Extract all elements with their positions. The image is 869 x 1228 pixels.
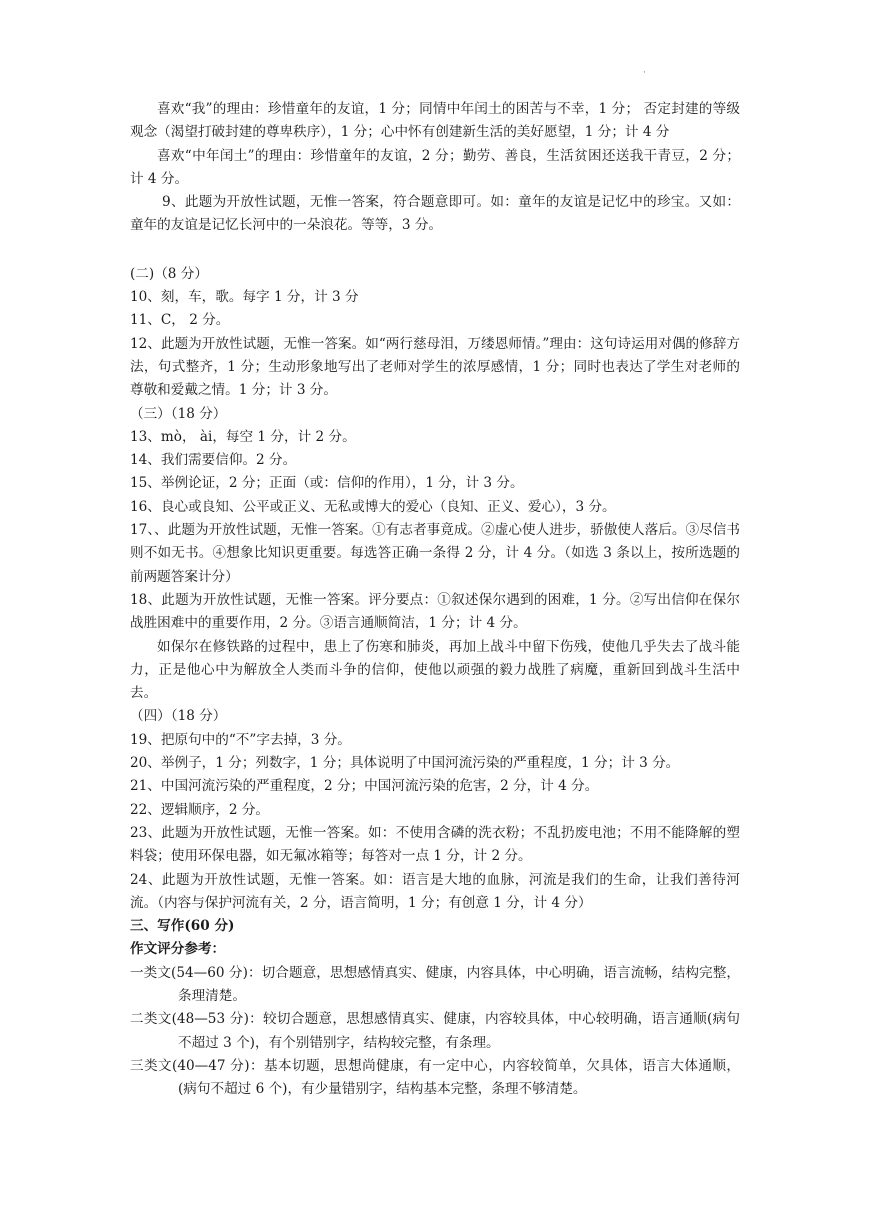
section-heading-3: （三）（18 分） bbox=[130, 405, 227, 422]
answer-15: 15、举例论证，2 分；正面（或：信仰的作用），1 分，计 3 分。 bbox=[130, 475, 524, 492]
answer-17: 17、、此题为开放性试题，无惟一答案。①有志者事竟成。②虚心使人进步，骄傲使人落后。③尽信书则不如无书。④想象比知识更重要。每选答正确一条得 2 分，计 4 分。（如选 3 条以上，按所选题的前两题答案计分） bbox=[130, 522, 740, 585]
answer-18: 18、此题为开放性试题，无惟一答案。评分要点：①叙述保尔遇到的困难，1 分。②写出信仰在保尔战胜困难中的重要作用，2 分。③语言通顺简洁，1 分；计 4 分。 bbox=[130, 591, 740, 632]
answer-24: 24、此题为开放性试题，无惟一答案。如：语言是大地的血脉，河流是我们的生命，让我们善待河流。（内容与保护河流有关，2 分，语言简明，1 分；有创意 1 分，计 4 分） bbox=[130, 871, 740, 911]
answer-21: 21、中国河流污染的严重程度，2 分；中国河流污染的危害，2 分，计 4 分。 bbox=[130, 778, 599, 795]
answer-19: 19、把原句中的“不”字去掉，3 分。 bbox=[130, 731, 351, 748]
paragraph-reason-runtu: 喜欢“中年闰土”的理由：珍惜童年的友谊，2 分；勤劳、善良，生活贫困还送我干青豆，2 分；计 4 分。 bbox=[130, 147, 740, 187]
answer-18-example: 如保尔在修铁路的过程中，患上了伤寒和肺炎，再加上战斗中留下伤残，使他几乎失去了战斗能力，正是他心中为解放全人类而斗争的信仰，使他以顽强的毅力战胜了病魔，重新回到战斗生活中去。 bbox=[130, 638, 740, 702]
essay-rubric-heading: 作文评分参考： bbox=[130, 941, 226, 958]
paragraph-reason-me: 喜欢“我”的理由：珍惜童年的友谊，1 分；同情中年闰土的困苦与不幸，1 分； 否定封建的等级观念（渴望打破封建的尊卑秩序），1 分；心中怀有创建新生活的美好愿望，1 分；计 4 分 bbox=[130, 101, 740, 141]
answer-23: 23、此题为开放性试题，无惟一答案。如：不使用含磷的洗衣粉；不乱扔废电池；不用不能降解的塑料袋；使用环保电器，如无氟冰箱等；每答对一点 1 分，计 2 分。 bbox=[130, 824, 740, 865]
answer-11: 11、C， 2 分。 bbox=[130, 312, 230, 329]
answer-10: 10、刻，车，歌。每字 1 分，计 3 分 bbox=[130, 289, 359, 306]
answer-key-document bbox=[130, 98, 740, 1101]
section-heading-4: （四）（18 分） bbox=[130, 708, 227, 725]
essay-grade-1: 一类文(54—60 分)：切合题意，思想感情真实、健康，内容具体，中心明确，语言流畅，结构完整，条理清楚。 bbox=[130, 964, 740, 1004]
section-heading-writing: 三、写作(60 分) bbox=[130, 918, 235, 935]
answer-16: 16、良心或良知、公平或正义、无私或博大的爱心（良知、正义、爱心），3 分。 bbox=[130, 498, 616, 515]
answer-20: 20、举例子，1 分；列数字，1 分；具体说明了中国河流污染的严重程度，1 分；计 3 分。 bbox=[130, 755, 680, 772]
page-mark: · bbox=[643, 68, 646, 78]
essay-grade-2: 二类文(48—53 分)：较切合题意，思想感情真实、健康，内容较具体，中心较明确，语言通顺(病句不超过 3 个)，有个别错别字，结构较完整，有条理。 bbox=[130, 1011, 740, 1051]
answer-13: 13、mò， ài，每空 1 分，计 2 分。 bbox=[130, 428, 356, 445]
essay-grade-3: 三类文(40—47 分)：基本切题，思想尚健康，有一定中心，内容较简单，欠具体，语言大体通顺，(病句不超过 6 个)，有少量错别字，结构基本完整，条理不够清楚。 bbox=[130, 1057, 740, 1098]
section-heading-2: (二)（8 分） bbox=[130, 265, 208, 282]
answer-12: 12、此题为开放性试题，无惟一答案。如“两行慈母泪，万缕恩师情。”理由：这句诗运用对偶的修辞方法，句式整齐，1 分；生动形象地写出了老师对学生的浓厚感情，1 分；同时也表达了学生对老师的尊敬和爱戴之情。1 分；计 3 分。 bbox=[130, 335, 740, 399]
answer-22: 22、逻辑顺序，2 分。 bbox=[130, 801, 270, 818]
answer-9: 9、此题为开放性试题，无惟一答案，符合题意即可。如：童年的友谊是记忆中的珍宝。又如：童年的友谊是记忆长河中的一朵浪花。等等，3 分。 bbox=[130, 194, 740, 234]
spacer bbox=[130, 238, 740, 263]
answer-14: 14、我们需要信仰。2 分。 bbox=[130, 452, 297, 469]
